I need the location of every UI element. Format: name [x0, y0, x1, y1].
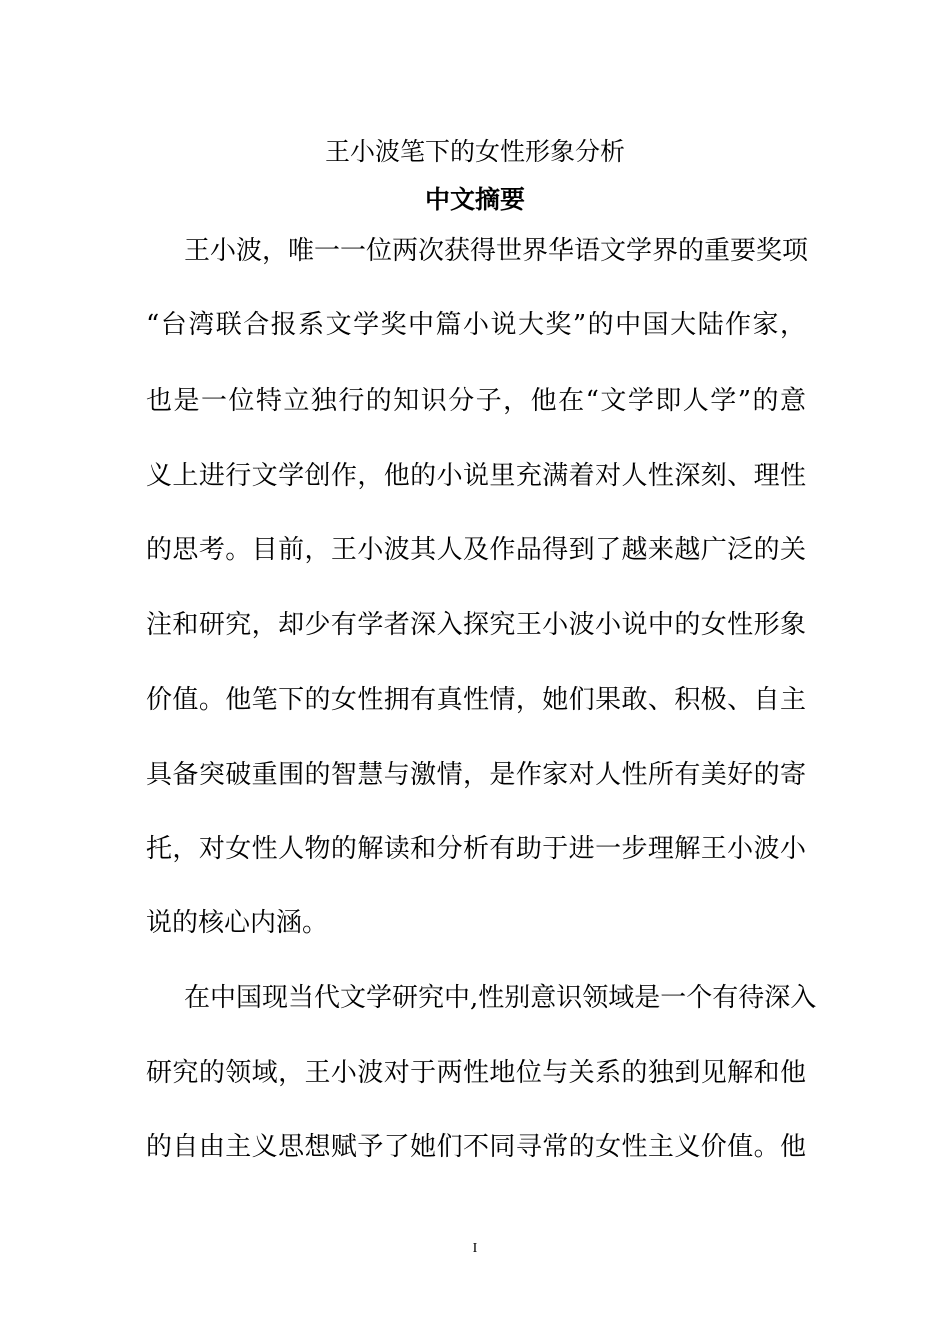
paragraph-line: 托，对女性人物的解读和分析有助于进一步理解王小波小 — [146, 834, 806, 864]
paragraph-line: 在中国现当代文学研究中,性别意识领域是一个有待深入 — [184, 983, 817, 1013]
paragraph-line: 注和研究，却少有学者深入探究王小波小说中的女性形象 — [146, 610, 806, 640]
paragraph-line: 说的核心内涵。 — [146, 908, 329, 938]
paragraph-line: 具备突破重围的智慧与激情，是作家对人性所有美好的寄 — [146, 760, 806, 790]
paragraph-line: 的自由主义思想赋予了她们不同寻常的女性主义价值。他 — [146, 1132, 806, 1162]
paragraph-line: “台湾联合报系文学奖中篇小说大奖”的中国大陆作家， — [146, 310, 806, 340]
paragraph-line: 的思考。目前，王小波其人及作品得到了越来越广泛的关 — [146, 535, 806, 565]
paragraph-line: 价值。他笔下的女性拥有真性情，她们果敢、积极、自主 — [146, 685, 806, 715]
paragraph-line: 研究的领域，王小波对于两性地位与关系的独到见解和他 — [146, 1058, 806, 1088]
section-heading: 中文摘要 — [424, 185, 525, 214]
paragraph-line: 也是一位特立独行的知识分子，他在“文学即人学”的意 — [146, 386, 806, 416]
page-number: I — [472, 1241, 478, 1256]
paragraph-line: 义上进行文学创作，他的小说里充满着对人性深刻、理性 — [146, 461, 806, 491]
paragraph-line: 王小波，唯一一位两次获得世界华语文学界的重要奖项 — [184, 236, 809, 266]
document-title: 王小波笔下的女性形象分析 — [324, 137, 625, 166]
